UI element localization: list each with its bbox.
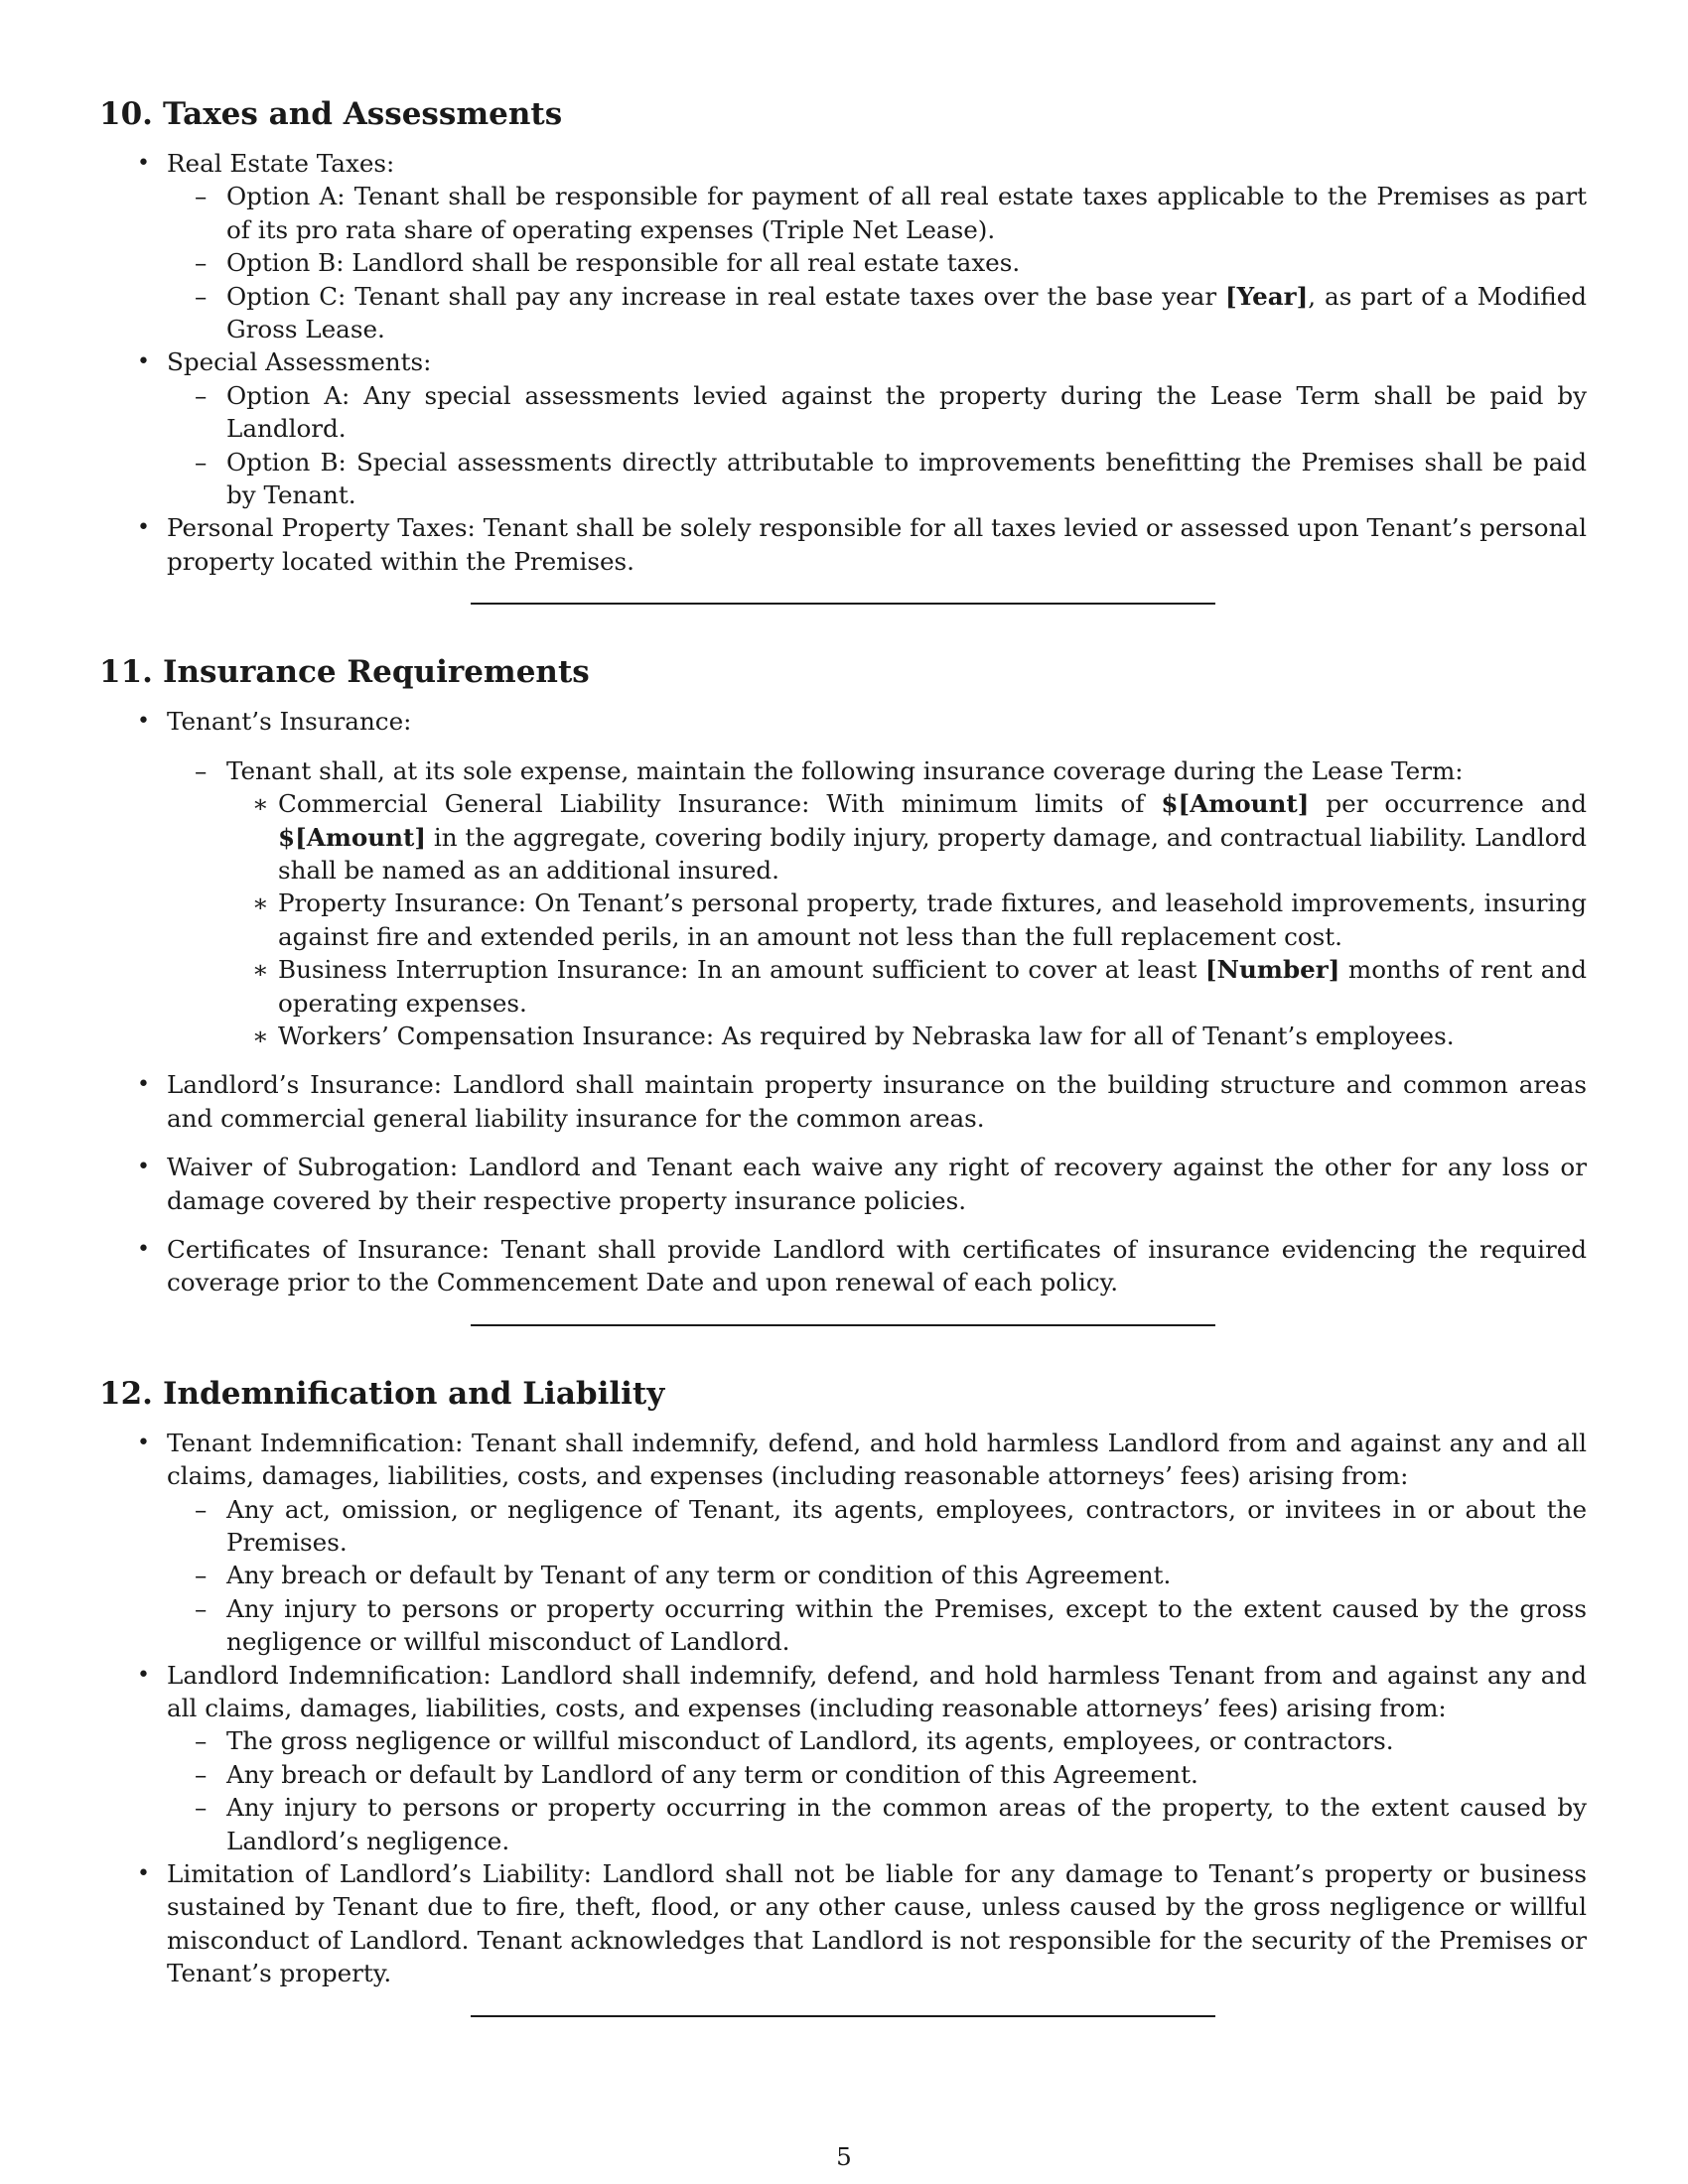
sub-item: – Option A: Any special assessments levied against the property during the Lease Term shall be paid by Landlord. xyxy=(195,380,1587,444)
section-taxes xyxy=(99,94,1587,605)
star-marker: ∗ xyxy=(252,955,269,985)
bullet-list xyxy=(99,147,1587,578)
section-heading: 12. Indemnification and Liability xyxy=(99,1375,665,1412)
list-item xyxy=(99,147,1587,345)
list-item xyxy=(99,1659,1587,1857)
list-item: • Certificates of Insurance: Tenant shall provide Landlord with certificates of insurance evidencing the required coverage prior to the Commencement Date and upon renewal of each policy. xyxy=(137,1234,1587,1297)
sub-item: – Option A: Tenant shall be responsible for payment of all real estate taxes applicable to the Premises as part of its pro rata share of operating expenses (Triple Net Lease). xyxy=(195,182,1587,244)
list-item xyxy=(99,345,1587,511)
dash-marker: – xyxy=(195,1593,208,1623)
item-label: Tenant’s Insurance: xyxy=(167,707,412,737)
bullet-marker: • xyxy=(137,1236,150,1262)
section-divider xyxy=(471,2015,1215,2017)
bullet-marker: • xyxy=(137,1430,150,1455)
sub-item: – The gross negligence or willful misconduct of Landlord, its agents, employees, or contractors. xyxy=(167,1724,1587,1757)
bullet-marker: • xyxy=(137,515,150,541)
bullet-marker: • xyxy=(137,1155,150,1180)
section-heading: 11. Insurance Requirements xyxy=(99,654,590,691)
bullet-marker: • xyxy=(137,151,150,176)
sub-sub-list xyxy=(226,787,1587,1052)
item-label: Landlord Indemnification: Landlord shall indemnify, defend, and hold harmless Tenant from and against any and all claims, damages, liabilities, costs, and expenses (including reasonable attorneys’ fees) arising from: xyxy=(167,1660,1587,1723)
dash-marker: – xyxy=(195,1726,208,1756)
sub-list xyxy=(167,379,1587,512)
sub-item: – Any breach or default by Tenant of any term or condition of this Agreement. xyxy=(167,1559,1587,1591)
amount-placeholder: $[Amount] xyxy=(1161,789,1310,819)
amount-placeholder: $[Amount] xyxy=(278,822,427,852)
document-page xyxy=(99,94,1587,2065)
item-label: Special Assessments: xyxy=(167,347,432,377)
bullet-marker: • xyxy=(137,349,150,375)
sub-item: – Any act, omission, or negligence of Tenant, its agents, employees, contractors, or invitees in or about the Premises. xyxy=(195,1494,1587,1557)
section-indemnification xyxy=(99,1374,1587,2017)
section-divider xyxy=(471,603,1215,605)
star-marker: ∗ xyxy=(252,1021,269,1050)
sub-sub-item: ∗ Property Insurance: On Tenant’s personal property, trade fixtures, and leasehold improvements, insuring against fire and extended perils, in an amount not less than the full replacement cost. xyxy=(252,888,1587,951)
sub-item: – Option B: Special assessments directly attributable to improvements benefitting the Premises shall be paid by Tenant. xyxy=(195,447,1587,510)
dash-marker: – xyxy=(195,1793,208,1823)
sub-item: – Any injury to persons or property occurring within the Premises, except to the extent caused by the gross negligence or willful misconduct of Landlord. xyxy=(195,1593,1587,1657)
dash-marker: – xyxy=(195,380,208,410)
dash-marker: – xyxy=(195,1494,208,1524)
sub-list xyxy=(167,180,1587,345)
sub-item: – Option B: Landlord shall be responsible for all real estate taxes. xyxy=(167,246,1587,279)
page-number: 5 xyxy=(836,2142,852,2171)
sub-list xyxy=(167,1493,1587,1659)
section-insurance xyxy=(99,652,1587,1326)
bullet-list xyxy=(99,705,1587,1299)
bullet-marker: • xyxy=(137,1861,150,1887)
star-marker: ∗ xyxy=(252,789,269,819)
sub-item: – Any breach or default by Landlord of any term or condition of this Agreement. xyxy=(167,1758,1587,1791)
list-item xyxy=(99,1427,1587,1659)
dash-marker: – xyxy=(195,1759,208,1789)
dash-marker: – xyxy=(195,1561,208,1590)
list-item: • Limitation of Landlord’s Liability: Landlord shall not be liable for any damage to Tenant’s property or business sustained by Tenant due to fire, theft, flood, or any other cause, unless caused by the gross negligence or willful misconduct of Landlord. Tenant acknowledges that Landlord is not responsible for the security of the Premises or Tenant’s property. xyxy=(137,1859,1587,1988)
sub-list xyxy=(167,1724,1587,1857)
dash-marker: – xyxy=(195,281,208,311)
bullet-marker: • xyxy=(137,709,150,735)
section-heading: 10. Taxes and Assessments xyxy=(99,96,563,132)
sub-sub-item: ∗ Workers’ Compensation Insurance: As required by Nebraska law for all of Tenant’s employees. xyxy=(226,1020,1587,1052)
bullet-marker: • xyxy=(137,1072,150,1098)
sub-item: – Any injury to persons or property occurring in the common areas of the property, to the extent caused by Landlord’s negligence. xyxy=(195,1793,1587,1855)
bullet-marker: • xyxy=(137,1662,150,1688)
dash-marker: – xyxy=(195,248,208,278)
list-item: • Landlord’s Insurance: Landlord shall maintain property insurance on the building structure and common areas and commercial general liability insurance for the common areas. xyxy=(137,1070,1587,1133)
sub-item: – Tenant shall, at its sole expense, maintain the following insurance coverage during the Lease Term: ∗ Commercial General Liability Insurance: With minimum limits of $[Amount] per occurrence and $[Amount] in the aggregate, covering bodily injury, property damage, and contractual liability. Landlord shall be named as an additional insured. ∗ Property Insurance: On Tenant’s personal property, trade fixtures, and leasehold improvements, insuring against fire and extended perils, in an amount not less than the full replacement cost. ∗ Business Interruption Insurance: In an amount sufficient to cover at least [Number] months of rent and operating expenses. ∗ Workers’ Compensation Insurance: As required by Nebraska law for all of Tenant’s employees. xyxy=(167,754,1587,1053)
sub-sub-item: ∗ Commercial General Liability Insurance: With minimum limits of $[Amount] per occurrence and $[Amount] in the aggregate, covering bodily injury, property damage, and contractual liability. Landlord shall be named as an additional insured. xyxy=(252,789,1588,885)
sub-item: – Option C: Tenant shall pay any increase in real estate taxes over the base year [Year], as part of a Modified Gross Lease. xyxy=(195,281,1587,344)
dash-marker: – xyxy=(195,447,208,477)
list-item: • Waiver of Subrogation: Landlord and Tenant each waive any right of recovery against the other for any loss or damage covered by their respective property insurance policies. xyxy=(137,1153,1587,1215)
bullet-list xyxy=(99,1427,1587,1990)
list-item xyxy=(99,705,1587,1052)
sub-sub-item: ∗ Business Interruption Insurance: In an amount sufficient to cover at least [Number] months of rent and operating expenses. xyxy=(252,955,1587,1018)
list-item: • Personal Property Taxes: Tenant shall be solely responsible for all taxes levied or assessed upon Tenant’s personal property located within the Premises. xyxy=(137,513,1587,576)
sub-list xyxy=(167,754,1587,1053)
section-divider xyxy=(471,1324,1215,1326)
star-marker: ∗ xyxy=(252,888,269,918)
number-placeholder: [Number] xyxy=(1204,955,1340,985)
dash-marker: – xyxy=(195,182,208,211)
year-placeholder: [Year] xyxy=(1225,281,1309,311)
item-label: Real Estate Taxes: xyxy=(167,149,395,178)
dash-marker: – xyxy=(195,755,208,785)
item-label: Tenant Indemnification: Tenant shall indemnify, defend, and hold harmless Landlord from and against any and all claims, damages, liabilities, costs, and expenses (including reasonable attorneys’ fees) arising from: xyxy=(167,1428,1587,1491)
